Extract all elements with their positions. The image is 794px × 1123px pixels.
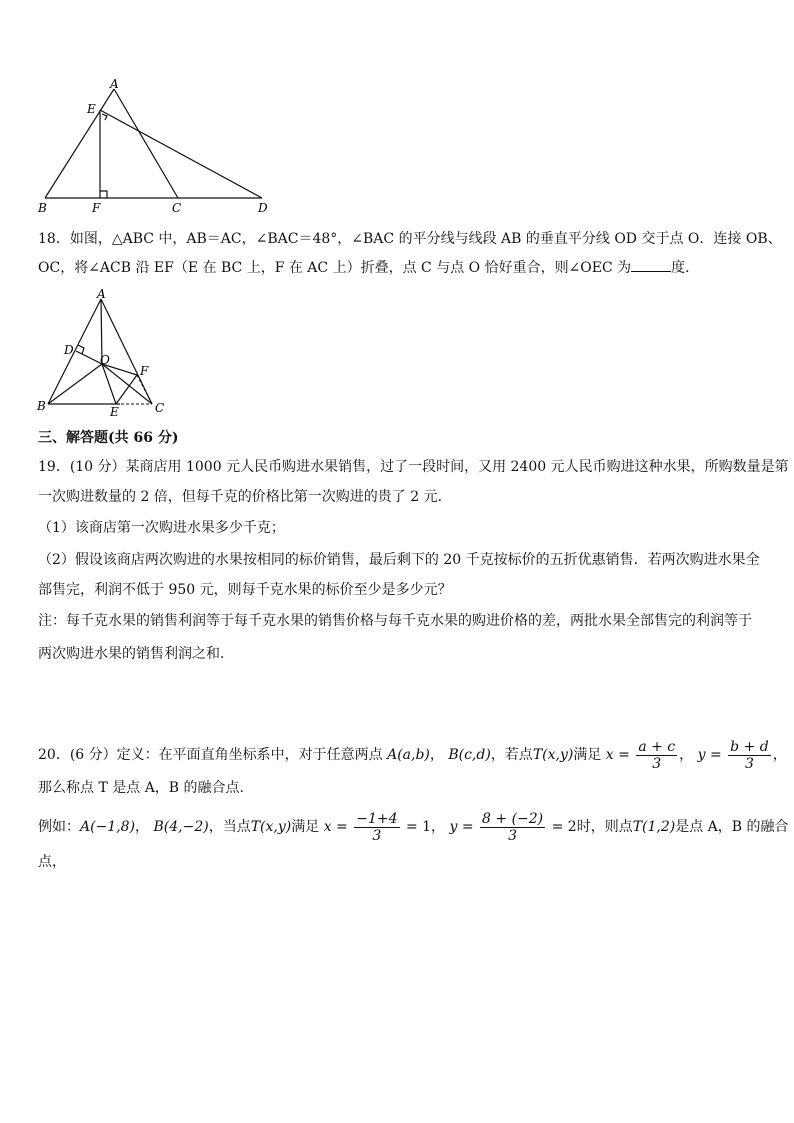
fraction-x (636, 739, 677, 772)
seg-ac (114, 89, 178, 198)
ex-fraction-x-den: 3 (372, 827, 382, 844)
label-C: C (155, 401, 165, 415)
q19-note-line1: 注：每千克水果的销售利润等于每千克水果的销售价格与每千克水果的购进价格的差，两批水果全部售完的利润等于 (38, 613, 752, 629)
ex-satisfy: 满足 (291, 819, 320, 835)
label-F: F (92, 201, 101, 215)
seg-od (76, 351, 102, 364)
label-D: D (64, 343, 74, 357)
ex-fraction-y-num: 8 + (−2) (482, 810, 544, 827)
figure-triangle-abd (30, 78, 280, 218)
q18-line1: 18．如图，△ABC 中，AB＝AC，∠BAC＝48°，∠BAC 的平分线与线段 AB 的垂直平分线 OD 交于点 O．连接 OB、 (38, 231, 782, 247)
ex-prefix: 例如： (38, 819, 80, 835)
fraction-y-den: 3 (744, 755, 754, 772)
label-A: A (97, 287, 106, 301)
seg-ed (100, 110, 262, 198)
section-heading: 三、解答题(共 66 分) (38, 430, 179, 446)
ex-cond: ，当点 (208, 819, 251, 835)
fraction-x-den: 3 (652, 755, 662, 772)
label-E: E (87, 102, 96, 116)
x-eq: x = (605, 747, 630, 763)
sep: ， (429, 747, 444, 763)
ex-x-eq: x = (323, 819, 348, 835)
satisfy: 满足 (573, 747, 602, 763)
ex-point-t2: T(1,2) (632, 819, 676, 835)
y-eq: y = (697, 747, 722, 763)
label-O: O (100, 353, 110, 367)
ex-point-b: B(4,−2) (153, 819, 209, 835)
label-B: B (37, 399, 46, 413)
right-angle-f (100, 191, 107, 198)
label-D: D (258, 201, 268, 215)
q19-part1: （1）该商店第一次购进水果多少千克； (38, 520, 285, 536)
tail: ， (772, 747, 787, 763)
comma: ， (679, 747, 694, 763)
fraction-y-num: b + d (730, 738, 769, 755)
q19-note-line2: 两次购进水果的销售利润之和． (38, 646, 234, 662)
seg-ob (48, 364, 102, 404)
q18-text-a: OC，将∠ACB 沿 EF（E 在 BC 上，F 在 AC 上）折叠，点 C 与点 O 恰好重合，则∠OEC 为 (38, 260, 632, 276)
q19-part2-line2: 部售完，利润不低于 950 元，则每千克水果的标价至少是多少元？ (38, 582, 452, 598)
ex-eq2: = 2 (551, 819, 577, 835)
right-angle-e (102, 114, 107, 120)
dash-fc (137, 375, 152, 404)
seg-ab (45, 89, 114, 198)
ex-eq1: = 1 (405, 819, 432, 835)
q20-example (38, 808, 789, 846)
q19-part2-line1: （2）假设该商店两次购进的水果按相同的标价销售，最后剩下的 20 千克按标价的五折优惠销售．若两次购进水果全 (38, 552, 760, 568)
point-a: A(a,b) (387, 747, 430, 763)
fraction-x-num: a + c (638, 738, 676, 755)
point-b: B(c,d) (448, 747, 491, 763)
ex-comma: ， (431, 819, 446, 835)
ex-fraction-x (354, 811, 399, 844)
label-C: C (172, 201, 182, 215)
q19-line1: 19．(10 分）某商店用 1000 元人民币购进水果销售，过了一段时间，又用 2400 元人民币购进这种水果，所购数量是第 (38, 459, 789, 475)
ex-is: 是点 A，B 的融合 (675, 819, 789, 835)
q18-text-b: 度． (671, 260, 700, 276)
q18-line2 (38, 257, 699, 278)
ex-fraction-y (480, 811, 545, 844)
cond: ，若点 (490, 747, 533, 763)
q20-intro: 20．(6 分）定义：在平面直角坐标系中，对于任意两点 (38, 747, 383, 763)
ex-point-t: T(x,y) (250, 819, 292, 835)
ex-point-a: A(−1,8) (80, 819, 136, 835)
q19-line2: 一次购进数量的 2 倍，但每千克的价格比第一次购进的贵了 2 元． (38, 489, 452, 505)
ex-fraction-y-den: 3 (508, 827, 518, 844)
q20-line2: 那么称点 T 是点 A，B 的融合点. (38, 780, 244, 796)
ex-y-eq: y = (449, 819, 474, 835)
label-E: E (110, 405, 119, 416)
q20-line4: 点， (38, 854, 66, 870)
seg-ab (48, 299, 101, 404)
label-B: B (38, 201, 47, 215)
label-A: A (110, 78, 119, 91)
point-t: T(x,y) (532, 747, 574, 763)
fraction-y (728, 739, 771, 772)
ex-then: 时，则点 (576, 819, 633, 835)
ex-fraction-x-num: −1+4 (356, 810, 398, 827)
answer-blank[interactable] (631, 257, 671, 272)
q20-line1 (38, 736, 787, 774)
figure-triangle-abc-folded (30, 286, 180, 416)
ex-sep: ， (135, 819, 150, 835)
label-F: F (140, 364, 149, 378)
